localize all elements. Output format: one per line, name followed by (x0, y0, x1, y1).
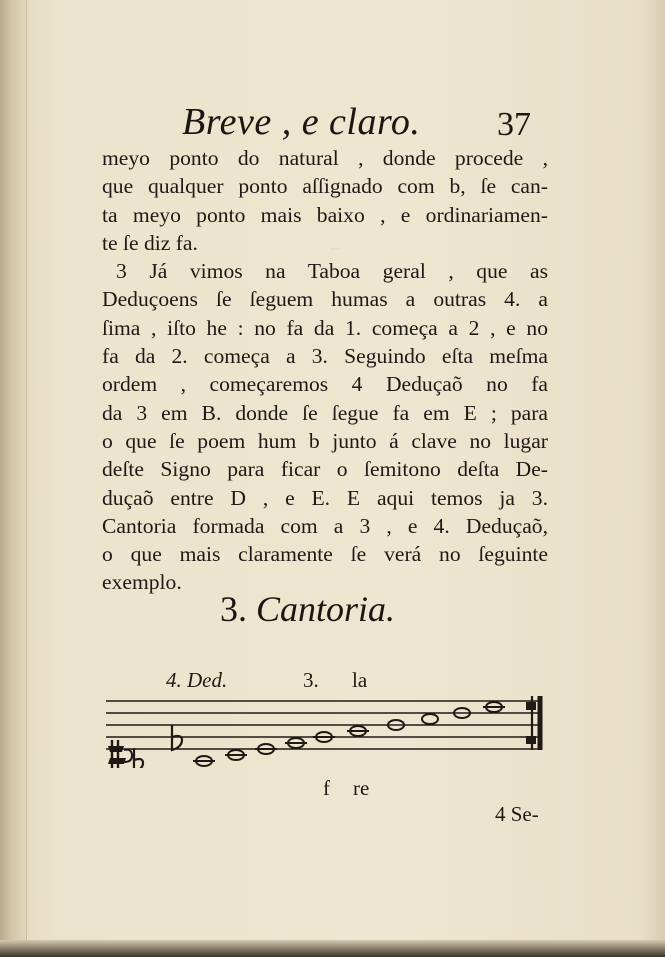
text-line: ordem , começaremos 4 Deduçaõ no fa (102, 372, 548, 397)
note-head (422, 714, 438, 724)
flat-sign-icon (134, 725, 182, 768)
text-line: o que mais claramente ſe verá no ſeguinte (102, 542, 548, 567)
text-line: Deduçoens ſe ſeguem humas a outras 4. a (102, 287, 548, 312)
label-re: re (353, 776, 370, 800)
section-number: 3. (220, 589, 247, 629)
section-title: Cantoria. (256, 589, 396, 629)
text-line: que qualquer ponto aſſignado com b, ſe can- (102, 174, 548, 199)
label-ded3: 3. (303, 668, 319, 692)
music-staff (100, 688, 550, 768)
text-line: da 3 em B. donde ſe ſegue fa em E ; para (102, 400, 548, 425)
end-clef-icon (526, 696, 540, 750)
label-la: la (352, 668, 368, 692)
text-line: duçaõ entre D , e E. E aqui temos ja 3. (102, 485, 548, 510)
clef-icon (108, 740, 132, 768)
page-bottom-edge (0, 940, 665, 957)
page-gutter (0, 0, 27, 957)
page-header (100, 100, 550, 150)
page-number: 37 (497, 106, 531, 143)
notes (193, 702, 505, 766)
text-line: fa da 2. começa a 3. Seguindo eſta meſma (102, 344, 548, 369)
text-line: te ſe diz fa. (102, 230, 198, 255)
text-line: meyo ponto do natural , donde procede , (102, 146, 548, 170)
text-line: deſte Signo para ficar o ſemitono deſta De- (102, 457, 548, 482)
section-heading (220, 588, 395, 630)
text-line: o que ſe poem hum b junto á clave no lugar (102, 428, 548, 453)
text-line: exemplo. (102, 570, 182, 595)
text-line: ta meyo ponto mais baixo , e ordinariamen- (102, 202, 548, 227)
text-line: ſima , iſto he : no fa da 1. começa a 2 , e no (102, 315, 548, 340)
label-f: f (323, 776, 330, 800)
text-line: 3 Já vimos na Taboa geral , que as (116, 259, 548, 284)
catchword: 4 Se- (495, 802, 539, 826)
text-line: Cantoria formada com a 3 , e 4. Deduçaõ, (102, 513, 548, 538)
body-text (102, 144, 548, 597)
running-title: Breve , e claro. (182, 101, 421, 143)
bleed-through-text: _ (330, 230, 340, 252)
label-ded4: 4. Ded. (166, 668, 228, 692)
